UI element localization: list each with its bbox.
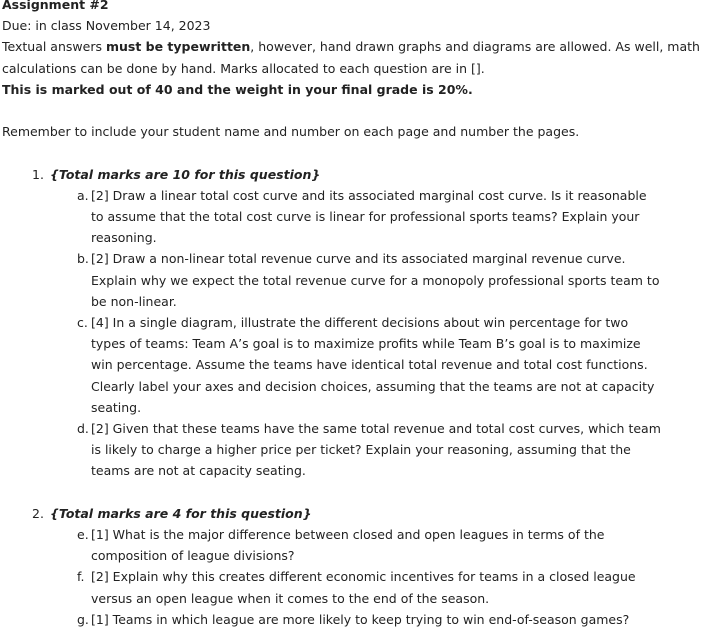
question-title: {Total marks are 4 for this question} [50,505,312,521]
part-letter: b. [77,251,89,267]
part-text: [1] Teams in which league are more likely to keep trying to win end-of-season games? [91,611,630,627]
question-2-heading [2,503,700,524]
part-text: [4] In a single diagram, illustrate the different decisions about win percentage for two types of teams: Team A’s goal is to maximize profits while Team B’s goal is to maximize win percentage. Assume the teams have identical total revenue and total cost functions. Clearly label your axes and decision choices, assuming that the teams are not at capacity seating. [91,315,655,415]
question-part-e [2,524,661,566]
instructions-text-1: Textual answers [2,39,106,55]
part-letter: e. [77,527,89,543]
spacer [2,482,700,503]
part-letter: d. [77,421,89,437]
question-number: 2. [32,505,44,521]
question-part-d [2,418,661,482]
instructions-line-2: calculations can be done by hand. Marks allocated to each question are in []. [2,60,485,76]
marking-note: This is marked out of 40 and the weight in your final grade is 20%. [2,81,473,97]
question-title: {Total marks are 10 for this question} [50,166,321,182]
spacer [2,100,700,121]
part-text: [2] Given that these teams have the same total revenue and total cost curves, which team is likely to charge a higher price per ticket? Explain your reasoning, assuming that the teams are not at capacity seating. [91,421,661,479]
question-number: 1. [32,166,44,182]
part-letter: c. [77,315,88,331]
part-letter: f. [77,569,85,585]
part-text: [2] Draw a non-linear total revenue curve and its associated marginal revenue curve. Explain why we expect the total revenue curve for a monopoly professional sports team to be non-linear. [91,251,660,309]
instructions-line-1 [2,36,700,57]
part-letter: g. [77,611,89,627]
question-part-b [2,248,661,312]
part-letter: a. [77,187,89,203]
question-part-f [2,566,661,608]
assignment-document [2,0,700,630]
page-title: Assignment #2 [2,0,109,12]
instructions-text-2: , however, hand drawn graphs and diagrams are allowed. As well, math [250,39,700,55]
instructions-emphasis: must be typewritten [105,39,251,55]
question-part-a [2,185,661,249]
question-1-heading [2,164,700,185]
question-part-g [2,609,661,630]
spacer [2,142,700,163]
reminder-note: Remember to include your student name and number on each page and number the pages. [2,124,580,140]
question-part-c [2,312,661,418]
due-date: Due: in class November 14, 2023 [2,18,211,34]
part-text: [2] Draw a linear total cost curve and its associated marginal cost curve. Is it reasonable to assume that the total cost curve is linear for professional sports teams? Explain your reasoning. [91,187,647,246]
part-text: [2] Explain why this creates different economic incentives for teams in a closed league versus an open league when it comes to the end of the season. [91,569,636,606]
part-text: [1] What is the major difference between closed and open leagues in terms of the composition of league divisions? [91,527,605,564]
